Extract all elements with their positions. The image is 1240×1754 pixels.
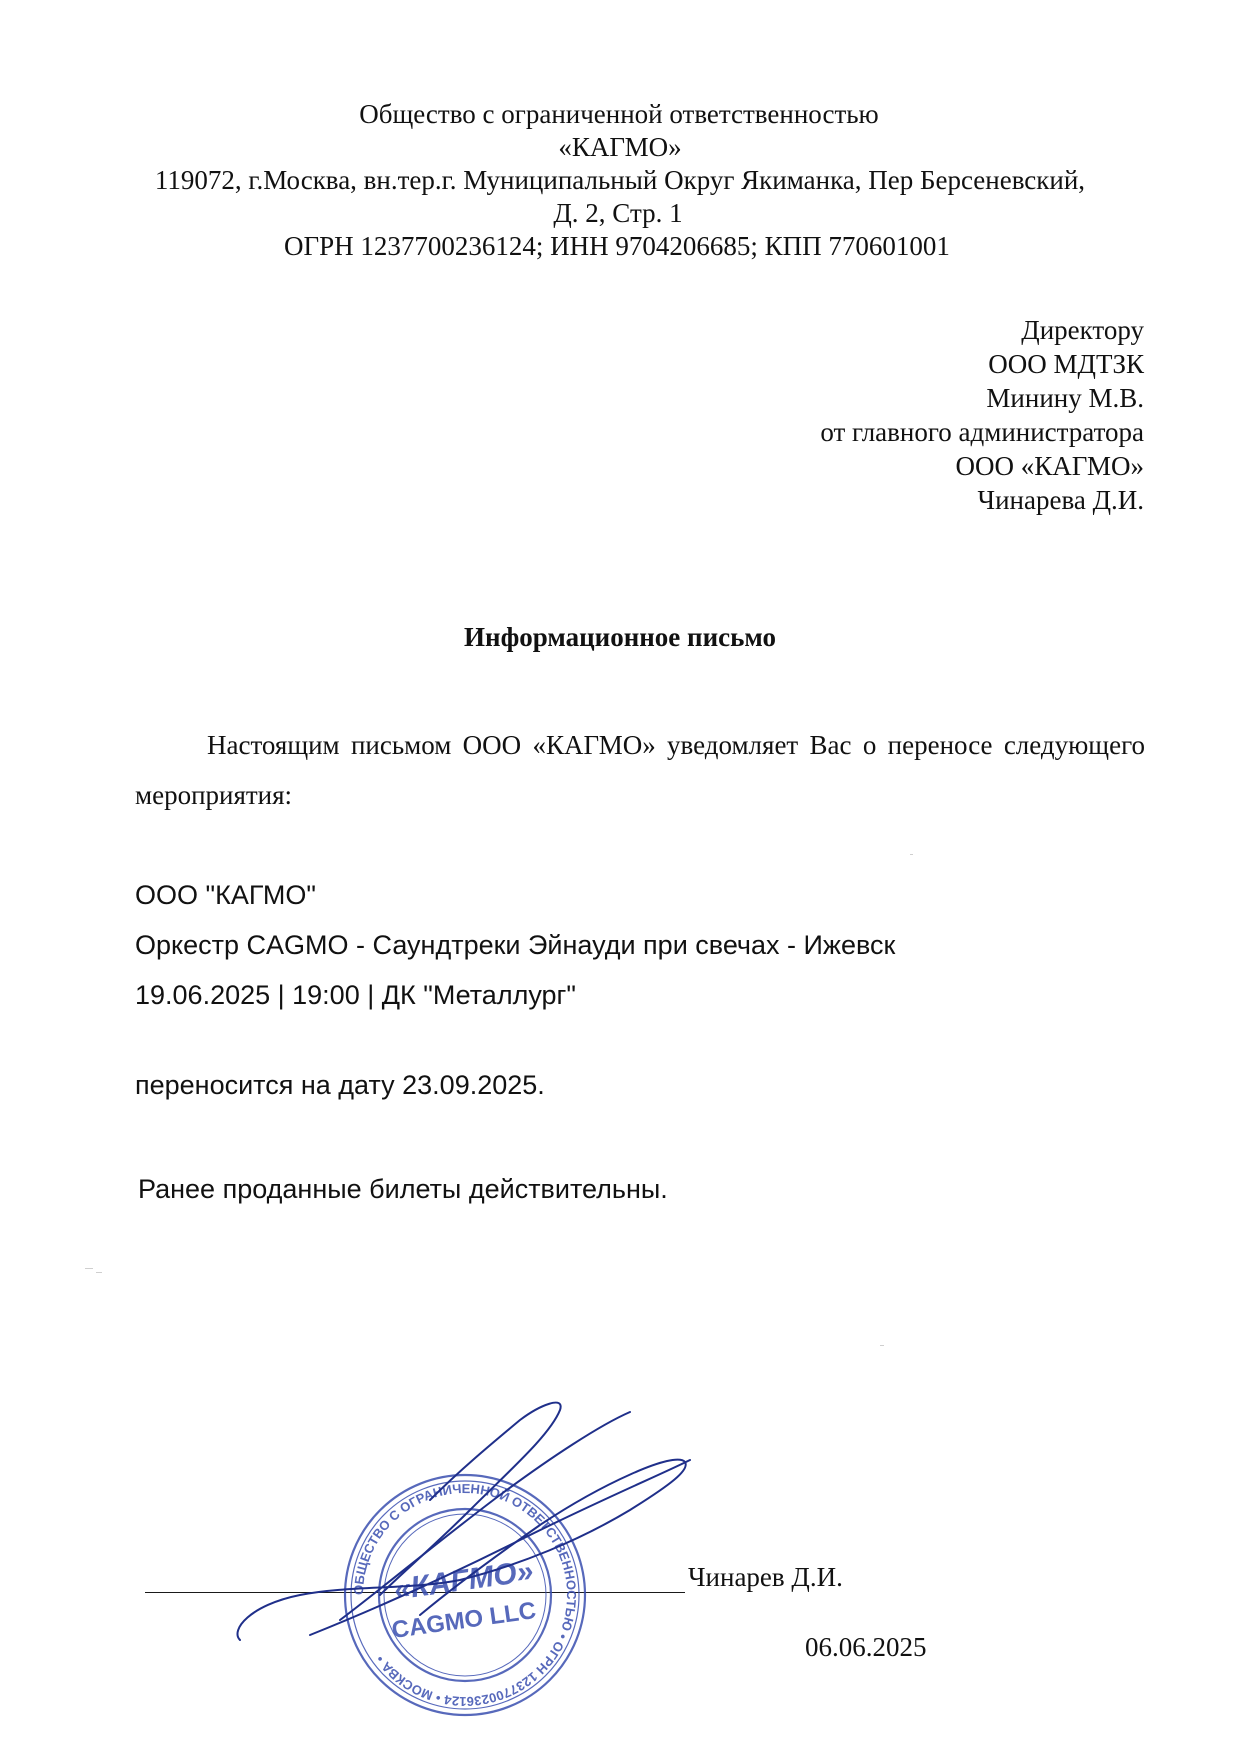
- tickets-notice: Ранее проданные билеты действительны.: [138, 1174, 668, 1204]
- sender-company: ООО «КАГМО»: [955, 451, 1144, 481]
- signer-name: Чинарев Д.И.: [688, 1562, 843, 1592]
- signature-stroke-4: [310, 1460, 690, 1635]
- handwritten-signature: [220, 1390, 780, 1650]
- event-name: Оркестр CAGMO - Саундтреки Эйнауди при свечах - Ижевск: [135, 930, 896, 960]
- signature-stroke-2: [380, 1403, 561, 1595]
- company-name: «КАГМО»: [558, 132, 682, 162]
- company-legal-form: Общество с ограниченной ответственностью: [359, 99, 879, 129]
- scan-speck: [880, 1345, 884, 1346]
- postponed-notice: переносится на дату 23.09.2025.: [135, 1070, 545, 1100]
- intro-paragraph: Настоящим письмом ООО «КАГМО» уведомляет Вас о переносе следующего мероприятия:: [135, 730, 1145, 810]
- scan-speck: [85, 1268, 93, 1269]
- company-address: 119072, г.Москва, вн.тер.г. Муниципальный Округ Якиманка, Пер Берсеневский,: [154, 165, 1086, 195]
- company-registration: ОГРН 1237700236124; ИНН 9704206685; КПП 770601001: [284, 231, 950, 261]
- event-organizer: ООО "КАГМО": [135, 880, 316, 910]
- sender-position: от главного администратора: [820, 417, 1144, 447]
- signature-date: 06.06.2025: [805, 1632, 927, 1662]
- sender-name: Чинарева Д.И.: [977, 485, 1144, 515]
- scan-speck: [96, 1272, 102, 1273]
- addressee-name: Минину М.В.: [986, 383, 1144, 413]
- signature-stroke-3: [340, 1412, 630, 1620]
- event-details: 19.06.2025 | 19:00 | ДК "Металлург": [135, 980, 576, 1010]
- stamp-center-latin: CAGMO LLC: [390, 1597, 538, 1645]
- stamp-outer-text: ОБЩЕСТВО С ОГРАНИЧЕННОЙ ОТВЕТСТВЕННОСТЬЮ • ОГРН 1237700236124 • МОСКВА •: [350, 1480, 580, 1710]
- letterhead: [0, 98, 1240, 263]
- addressee-company: ООО МДТЗК: [988, 349, 1144, 379]
- document-title: Информационное письмо: [464, 622, 776, 652]
- event-block: [135, 870, 895, 1020]
- company-address-cont: Д. 2, Стр. 1: [553, 198, 683, 228]
- addressee-block: [644, 313, 1144, 517]
- stamp-center-name: «КАГМО»: [391, 1554, 536, 1607]
- addressee-position: Директору: [1021, 315, 1144, 345]
- scan-speck: [910, 854, 913, 855]
- signature-stroke-1: [238, 1460, 686, 1640]
